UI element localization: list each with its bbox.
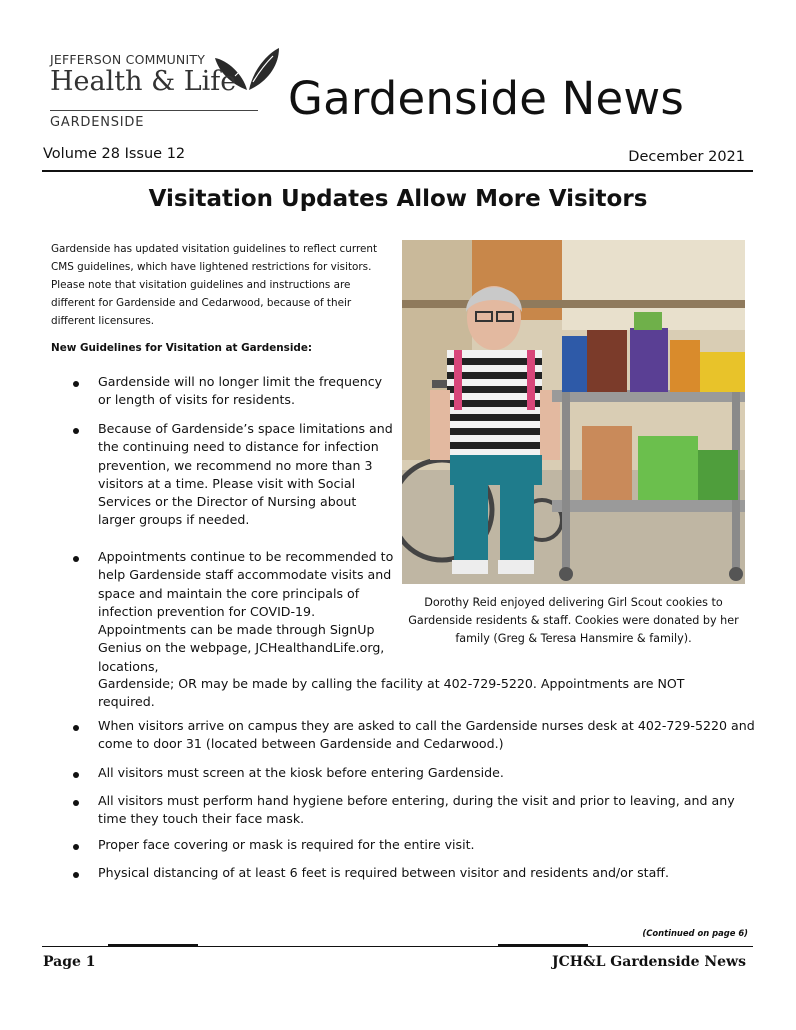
newsletter-title: Gardenside News — [288, 72, 685, 125]
bullet-icon — [73, 556, 79, 562]
volume-issue: Volume 28 Issue 12 — [43, 146, 186, 162]
continued-note: (Continued on page 6) — [642, 928, 748, 938]
bullet-icon — [73, 844, 79, 850]
list-item: Gardenside will no longer limit the frequency or length of visits for residents. — [98, 373, 390, 410]
resident-photo — [402, 240, 745, 584]
photo-caption: Dorothy Reid enjoyed delivering Girl Scout cookies to Gardenside residents & staff. Cookies were donated by her family (Greg & Teresa Hansmire & family). — [408, 596, 739, 645]
bullet-icon — [73, 428, 79, 434]
list-item: All visitors must screen at the kiosk before entering Gardenside. — [98, 764, 758, 782]
page-number: Page 1 — [43, 954, 96, 970]
logo-text-campus: GARDENSIDE — [50, 115, 145, 130]
guidelines-subhead: New Guidelines for Visitation at Gardenside: — [51, 342, 313, 354]
list-item: Physical distancing of at least 6 feet is required between visitor and residents and/or staff. — [98, 864, 758, 882]
list-item: Proper face covering or mask is required for the entire visit. — [98, 836, 758, 854]
footer-title: JCH&L Gardenside News — [551, 954, 746, 970]
photo-illustration — [402, 240, 745, 584]
intro-paragraph: Gardenside has updated visitation guidelines to reflect current CMS guidelines, which have lightened restrictions for visitors. Please note that visitation guidelines and instructions are different for Gardenside and Cedarwood, because of their different licensures. — [51, 243, 378, 327]
list-item: Because of Gardenside’s space limitations and the continuing need to distance for infection prevention, we recommend no more than 3 visitors at a time. Please visit with Social Services or the Director of Nursing about larger groups if needed. — [98, 420, 396, 530]
bullet-icon — [73, 381, 79, 387]
logo-text-brand: Health & Life — [50, 66, 237, 97]
footer-divider — [42, 946, 753, 947]
issue-date: December 2021 — [628, 149, 745, 165]
logo-text-org: JEFFERSON COMMUNITY — [50, 52, 206, 67]
list-item: When visitors arrive on campus they are asked to call the Gardenside nurses desk at 402-729-5220 and come to door 31 (located between Gardenside and Cedarwood.) — [98, 717, 758, 754]
list-item: All visitors must perform hand hygiene before entering, during the visit and prior to leaving, and any time they touch their face mask. — [98, 792, 758, 829]
bullet-icon — [73, 872, 79, 878]
organization-logo — [50, 50, 280, 140]
masthead-divider — [42, 170, 753, 172]
bullet-icon — [73, 800, 79, 806]
bullet-icon — [73, 772, 79, 778]
bullet-icon — [73, 725, 79, 731]
logo-divider — [50, 110, 258, 111]
list-item: Appointments continue to be recommended to help Gardenside staff accommodate visits and space and maintain the core principals of infection prevention for COVID-19. Appointments can be made through SignUp Genius on the webpage, JCHealthandLife.org, locations, — [98, 548, 398, 676]
article-headline: Visitation Updates Allow More Visitors — [148, 186, 648, 212]
list-item-continuation: Gardenside; OR may be made by calling the facility at 402-729-5220. Appointments are NOT required. — [98, 676, 685, 710]
